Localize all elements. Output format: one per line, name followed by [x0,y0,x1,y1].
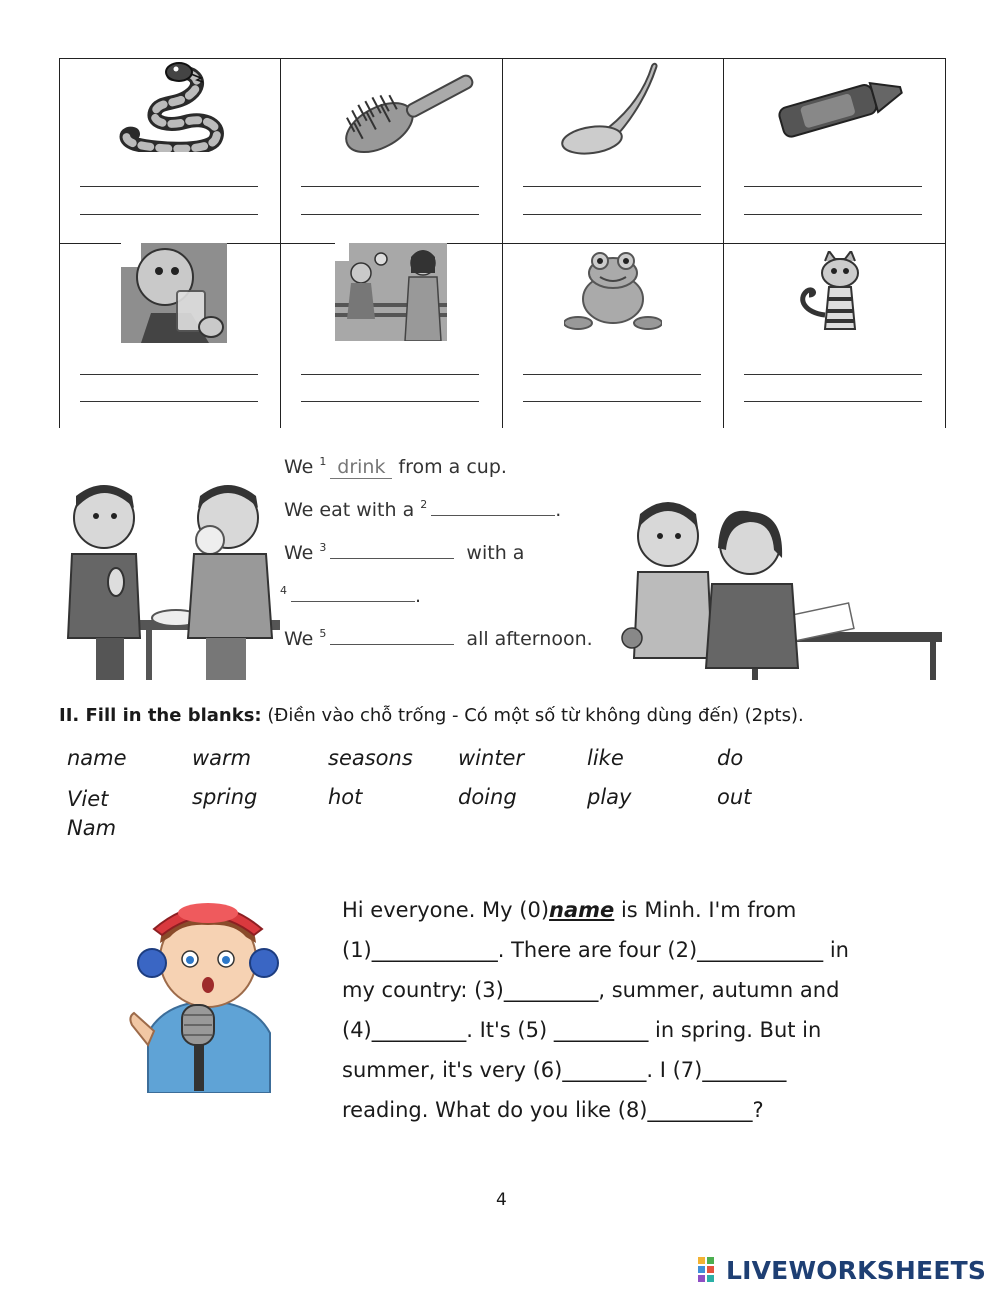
answer-line[interactable] [523,401,701,402]
word-bank-item: doing [458,785,517,809]
passage-text: Hi everyone. My (0) [342,898,550,922]
word-bank-item: out [717,785,752,809]
answer-blank[interactable] [291,601,415,602]
scene-text: . [415,585,422,607]
cell-drink [59,243,280,428]
word-bank-item: spring [192,785,258,809]
scene-text: with a [466,542,525,564]
answer-line[interactable] [744,186,922,187]
answer-line[interactable] [80,374,258,375]
word-bank-item: seasons [328,746,413,770]
brand-name: LIVEWORKSHEETS [726,1255,987,1285]
section-heading [59,705,804,726]
blank-number: 4 [280,584,287,597]
scene-text: from a cup. [398,456,507,478]
hairbrush-icon [332,64,477,156]
grid-right-border [945,58,946,428]
boy-with-microphone-illustration [124,893,290,1093]
answer-line[interactable] [744,214,922,215]
word-bank-item: play [587,785,632,809]
word-bank-item: winter [458,746,525,770]
scene-text: . [555,499,562,521]
answer-line[interactable] [744,401,922,402]
scene-text: We eat with a [284,499,415,521]
word-bank-item: like [587,746,624,770]
crayon-icon [771,66,911,146]
cell-cat [723,243,944,428]
cell-snake [59,58,280,243]
page-number: 4 [496,1190,507,1210]
section-instruction: (Điền vào chỗ trống - Có một số từ không dùng đến) (2pts). [267,705,804,726]
blank-number: 5 [319,627,327,640]
boy-and-girl-drawing-illustration [612,488,942,680]
answer-line[interactable] [523,374,701,375]
answer-line[interactable] [523,186,701,187]
frog-icon [564,249,662,333]
scene-text: We [284,456,314,478]
word-bank-item: hot [328,785,363,809]
snake-icon [119,60,229,152]
scene-text: We [284,542,314,564]
scene-text: We [284,628,314,650]
example-answer: name [549,898,615,922]
cell-spoon [502,58,723,243]
logo-icon [698,1257,724,1283]
cell-brush [280,58,501,243]
answer-line[interactable] [301,401,479,402]
answer-line[interactable] [744,374,922,375]
cell-crayon [723,58,944,243]
picture-grid [59,58,946,428]
answer-blank[interactable] [330,558,454,559]
word-bank-item: Viet Nam [67,787,117,840]
scene-line-5 [284,627,593,650]
answer-blank[interactable] [330,644,454,645]
scene-line-2 [284,498,561,521]
liveworksheets-logo [698,1255,986,1285]
example-answer: drink [330,456,392,479]
word-bank-item: do [717,746,744,770]
cell-frog [502,243,723,428]
children-playing-icon [335,243,447,341]
passage-text[interactable]: is Minh. I'm from (1)____________. There are four (2)____________ in my country: (3)_________, summer, autumn and (4)_________. It's (5) _________ in spring. But in summer, it's very (6)________. I (7)________ reading. What do you like (8)__________? [342,898,849,1122]
answer-line[interactable] [301,374,479,375]
blank-number: 2 [420,498,428,511]
boys-at-table-illustration [60,478,280,680]
answer-line[interactable] [523,214,701,215]
scene-line-1 [284,455,507,479]
section-title: II. Fill in the blanks: [59,705,262,726]
spoon-icon [558,62,668,158]
cell-play [280,243,501,428]
answer-line[interactable] [301,214,479,215]
scene-text: all afternoon. [466,628,593,650]
word-bank-item: warm [192,746,252,770]
scene-line-4 [280,584,421,607]
word-bank-item: name [67,746,127,770]
blank-number: 3 [319,541,327,554]
answer-line[interactable] [80,401,258,402]
answer-line[interactable] [80,214,258,215]
cat-icon [791,251,875,333]
boy-drinking-icon [121,243,227,343]
blank-number: 1 [319,455,327,468]
answer-line[interactable] [80,186,258,187]
answer-blank[interactable] [431,515,555,516]
answer-line[interactable] [301,186,479,187]
fill-in-passage [342,890,862,1130]
scene-line-3 [284,541,524,564]
